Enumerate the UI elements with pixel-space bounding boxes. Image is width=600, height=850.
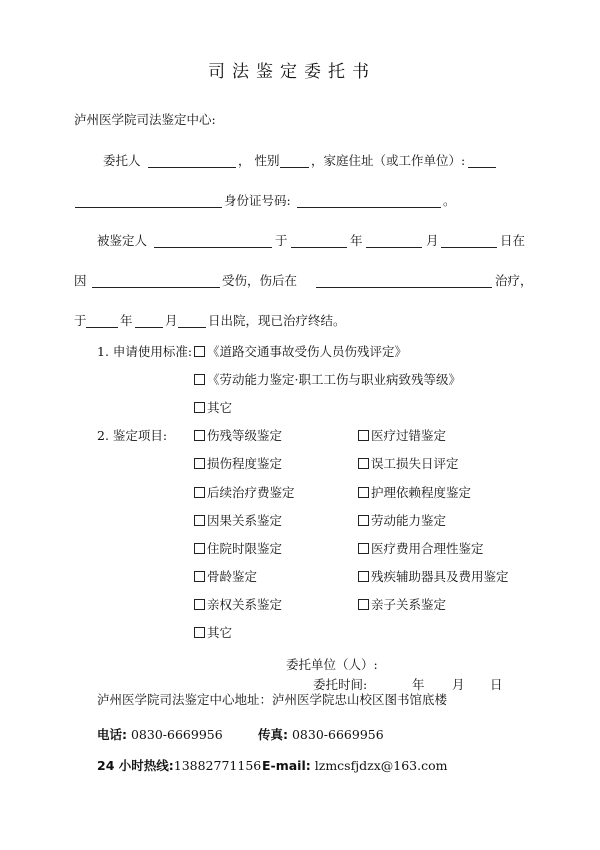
item-left-0[interactable]: 伤残等级鉴定 (194, 428, 282, 444)
checkbox-icon[interactable] (194, 571, 205, 582)
item-left-7[interactable]: 其它 (194, 625, 232, 641)
time-month-label: 月 (452, 677, 465, 692)
standard-option-road[interactable]: 《道路交通事故受伤人员伤残评定》 (194, 344, 407, 360)
checkbox-icon[interactable] (194, 374, 205, 385)
time-year-label: 年 (412, 677, 425, 692)
checkbox-icon[interactable] (194, 515, 205, 526)
year-label: 年 (350, 233, 363, 248)
item-right-3[interactable]: 劳动能力鉴定 (358, 513, 446, 529)
hotline-value: 13882771156 (173, 758, 262, 773)
checkbox-icon[interactable] (358, 515, 369, 526)
discharge-month-field[interactable] (135, 327, 163, 328)
discharge-at-label: 于 (74, 313, 87, 328)
injury-month-field[interactable] (366, 247, 422, 248)
cause-label: 因 (74, 273, 87, 288)
cause-field[interactable] (92, 287, 220, 288)
item-right-4[interactable]: 医疗费用合理性鉴定 (358, 541, 484, 557)
item-left-1[interactable]: 损伤程度鉴定 (194, 456, 282, 472)
checkbox-icon[interactable] (194, 402, 205, 413)
phone-label: 电话: (97, 727, 127, 742)
addressee: 泸州医学院司法鉴定中心: (74, 112, 216, 127)
checkbox-icon[interactable] (194, 346, 205, 357)
discharge-year-label: 年 (120, 313, 133, 328)
checkbox-icon[interactable] (358, 458, 369, 469)
checkbox-icon[interactable] (358, 571, 369, 582)
checkbox-icon[interactable] (194, 430, 205, 441)
item-left-6[interactable]: 亲权关系鉴定 (194, 597, 282, 613)
hotline-row (97, 758, 261, 774)
injury-day-field[interactable] (441, 247, 497, 248)
checkbox-icon[interactable] (358, 487, 369, 498)
appraised-label: 被鉴定人 (97, 233, 148, 248)
standard-option-other[interactable]: 其它 (194, 400, 232, 416)
email-value: lzmcsfjdzx@163.com (314, 758, 448, 773)
residence-label: ，家庭住址（或工作单位）: (311, 153, 466, 168)
item-right-2[interactable]: 护理依赖程度鉴定 (358, 485, 471, 501)
injury-year-field[interactable] (291, 247, 347, 248)
standard-option-labor[interactable]: 《劳动能力鉴定·职工工伤与职业病致残等级》 (194, 372, 461, 388)
month-label: 月 (426, 233, 439, 248)
checkbox-icon[interactable] (194, 627, 205, 638)
items-label: 2. 鉴定项目: (97, 428, 168, 443)
item-right-6[interactable]: 亲子关系鉴定 (358, 597, 446, 613)
checkbox-icon[interactable] (194, 487, 205, 498)
residence-field-start[interactable] (468, 167, 496, 168)
standards-label: 1. 申请使用标准: (97, 344, 193, 359)
id-number-field[interactable] (297, 207, 441, 208)
email-row (262, 758, 447, 774)
phone-value: 0830-6669956 (130, 727, 223, 742)
item-left-5[interactable]: 骨龄鉴定 (194, 569, 257, 585)
item-left-4[interactable]: 住院时限鉴定 (194, 541, 282, 557)
checkbox-icon[interactable] (358, 430, 369, 441)
checkbox-icon[interactable] (194, 599, 205, 610)
at-label: 于 (275, 233, 288, 248)
residence-field[interactable] (75, 207, 222, 208)
center-address: 泸州医学院司法鉴定中心地址：泸州医学院忠山校区图书馆底楼 (97, 692, 448, 707)
discharge-day-field[interactable] (178, 327, 206, 328)
discharge-text: 日出院，现已治疗终结。 (208, 313, 346, 328)
item-left-3[interactable]: 因果关系鉴定 (194, 513, 282, 529)
injured-after-label: 受伤，伤后在 (222, 273, 298, 288)
checkbox-icon[interactable] (358, 599, 369, 610)
appraised-name-field[interactable] (154, 247, 272, 248)
time-day-label: 日 (490, 677, 503, 692)
gender-label: ， 性别 (238, 153, 280, 168)
item-left-2[interactable]: 后续治疗费鉴定 (194, 485, 295, 501)
treatment-label: 治疗， (495, 273, 533, 288)
page-title: 司法鉴定委托书 (208, 62, 376, 82)
phone-row (97, 727, 223, 743)
id-period: 。 (443, 193, 456, 208)
gender-field[interactable] (280, 167, 309, 168)
item-right-5[interactable]: 残疾辅助器具及费用鉴定 (358, 569, 509, 585)
email-label: E-mail: (262, 758, 311, 773)
checkbox-icon[interactable] (358, 543, 369, 554)
hospital-field[interactable] (316, 287, 492, 288)
hotline-label: 24 小时热线: (97, 758, 174, 773)
id-label: 身份证号码: (224, 193, 291, 208)
fax-row (258, 727, 384, 743)
time-label: 委托时间: (313, 677, 368, 692)
checkbox-icon[interactable] (194, 543, 205, 554)
client-name-field[interactable] (148, 167, 236, 168)
client-label: 委托人 (103, 153, 141, 168)
discharge-month-label: 月 (165, 313, 178, 328)
item-right-1[interactable]: 误工损失日评定 (358, 456, 459, 472)
discharge-year-field[interactable] (86, 327, 118, 328)
item-right-0[interactable]: 医疗过错鉴定 (358, 428, 446, 444)
client-unit-label: 委托单位（人）: (286, 657, 378, 672)
day-at-label: 日在 (500, 233, 526, 248)
fax-value: 0830-6669956 (291, 727, 384, 742)
checkbox-icon[interactable] (194, 458, 205, 469)
fax-label: 传真: (258, 727, 288, 742)
